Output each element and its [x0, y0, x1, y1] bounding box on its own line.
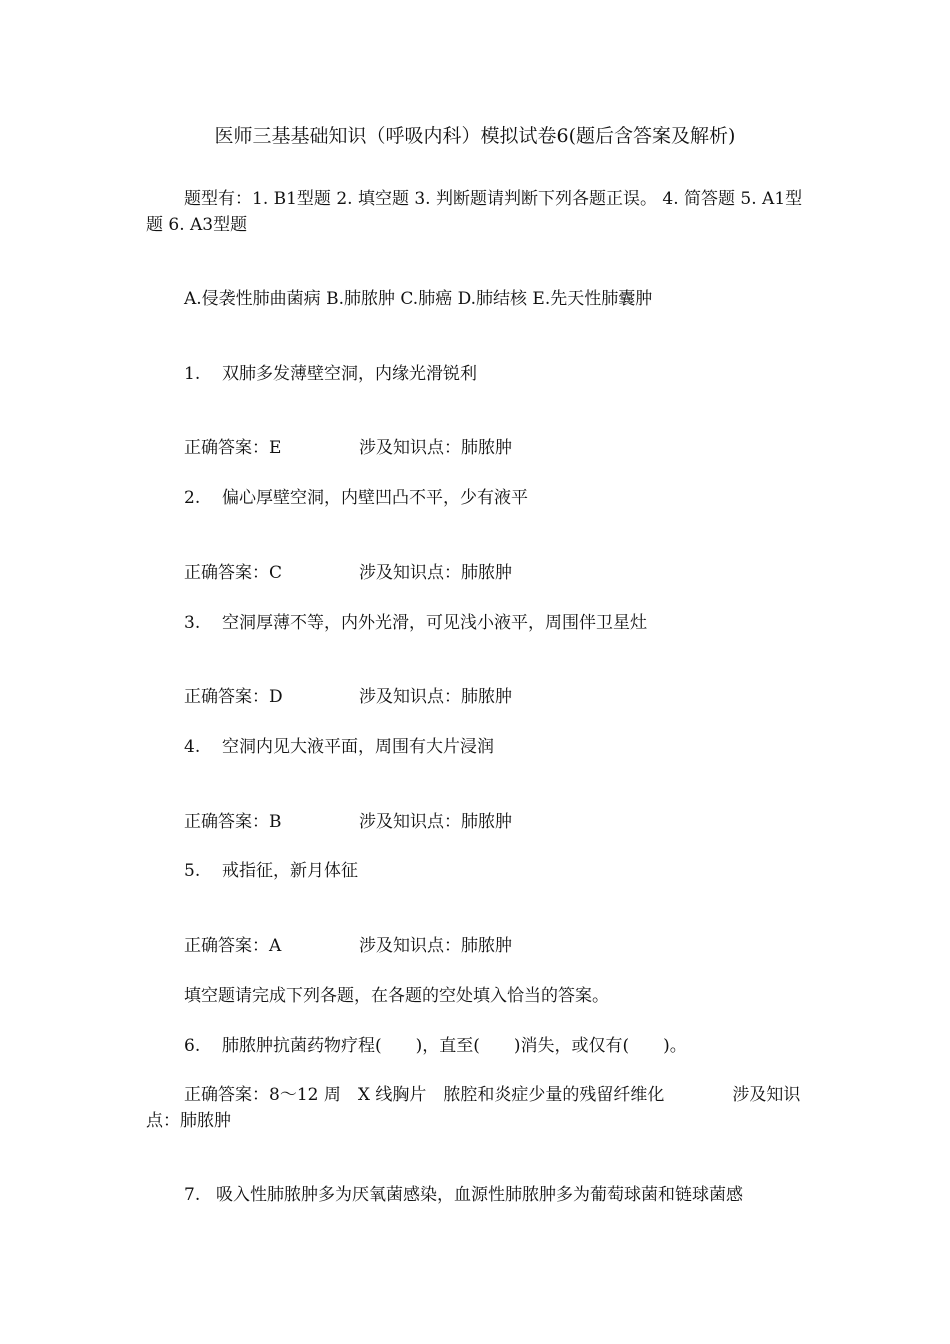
fill-in-instructions: 填空题请完成下列各题，在各题的空处填入恰当的答案。	[184, 986, 609, 1006]
document-title: 医师三基基础知识（呼吸内科）模拟试卷6(题后含答案及解析)	[214, 125, 736, 147]
correct-answer: 正确答案：B	[184, 812, 282, 832]
knowledge-point: 涉及知识点：肺脓肿	[359, 438, 512, 458]
question-number: 2.	[184, 488, 201, 508]
knowledge-point: 涉及知识点：肺脓肿	[359, 936, 512, 956]
correct-answer: 正确答案：A	[184, 936, 282, 956]
question-text: 肺脓肿抗菌药物疗程( )，直至( )消失，或仅有( )。	[222, 1036, 687, 1056]
knowledge-point: 涉及知识点：肺脓肿	[359, 687, 512, 707]
question-4	[184, 734, 494, 760]
question-types-intro: 题型有：1. B1型题 2. 填空题 3. 判断题请判断下列各题正误。 4. 简答题 5. A1型题 6. A3型题	[146, 189, 803, 235]
answer-4	[184, 809, 512, 835]
question-6	[184, 1033, 687, 1059]
knowledge-point: 涉及知识点：肺脓肿	[359, 563, 512, 583]
question-5	[184, 858, 358, 884]
knowledge-point: 涉及知识点：肺脓肿	[359, 812, 512, 832]
correct-answer: 正确答案：D	[184, 687, 283, 707]
answer-2	[184, 560, 512, 586]
question-number: 4.	[184, 737, 201, 757]
answer-1	[184, 435, 512, 461]
question-7	[184, 1182, 814, 1208]
question-text: 戒指征，新月体征	[222, 861, 358, 881]
correct-answer: 正确答案：E	[184, 438, 282, 458]
answer-3	[184, 684, 512, 710]
b1-options: A.侵袭性肺曲菌病 B.肺脓肿 C.肺癌 D.肺结核 E.先天性肺囊肿	[184, 289, 653, 309]
question-text: 双肺多发薄壁空洞，内缘光滑锐利	[222, 364, 477, 384]
question-number: 6.	[184, 1036, 201, 1056]
question-number: 7.	[184, 1185, 201, 1205]
answer-5	[184, 933, 512, 959]
question-text: 空洞厚薄不等，内外光滑，可见浅小液平，周围伴卫星灶	[222, 613, 647, 633]
question-text: 吸入性肺脓肿多为厌氧菌感染，血源性肺脓肿多为葡萄球菌和链球菌感	[216, 1185, 743, 1205]
question-text: 空洞内见大液平面，周围有大片浸润	[222, 737, 494, 757]
question-number: 3.	[184, 613, 201, 633]
question-1	[184, 361, 477, 387]
question-text: 偏心厚壁空洞，内壁凹凸不平，少有液平	[222, 488, 528, 508]
question-2	[184, 485, 528, 511]
answer-6: 正确答案：8～12 周 X 线胸片 脓腔和炎症少量的残留纤维化 涉及知识点：肺脓肿	[146, 1085, 801, 1131]
question-number: 5.	[184, 861, 201, 881]
question-3	[184, 610, 647, 636]
correct-answer: 正确答案：C	[184, 563, 283, 583]
question-number: 1.	[184, 364, 201, 384]
